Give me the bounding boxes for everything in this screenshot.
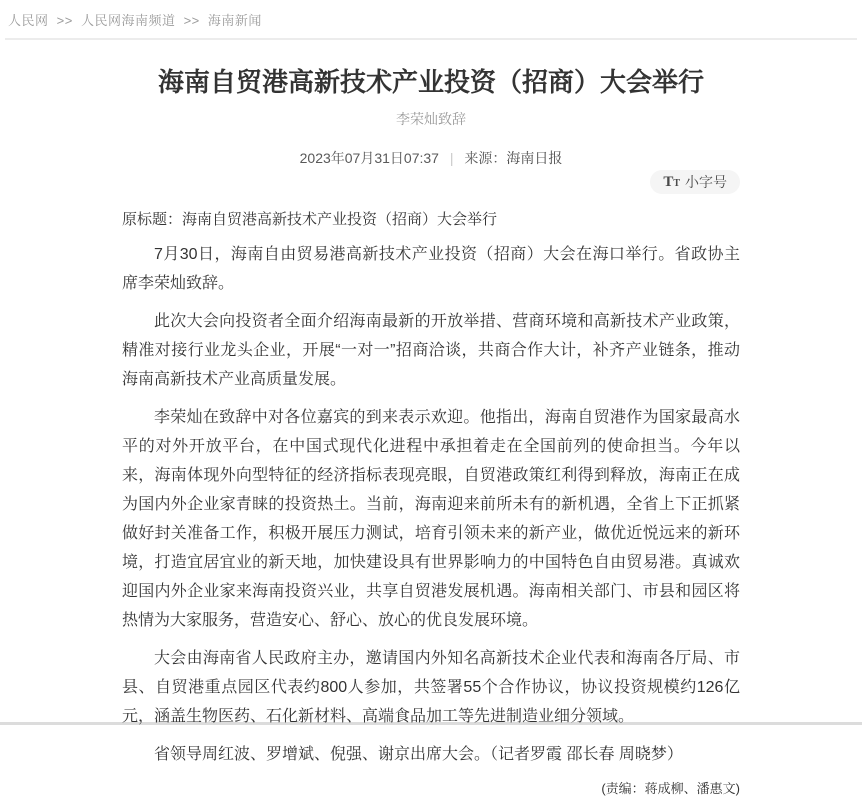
article-paragraph-2: 此次大会向投资者全面介绍海南最新的开放举措、营商环境和高新技术产业政策，精准对接行业龙头企业，开展“一对一”招商洽谈，共商合作大计，补齐产业链条，推动海南高新技术产业高质量发展。 xyxy=(122,313,740,388)
header-divider xyxy=(5,38,857,40)
breadcrumb-separator: >> xyxy=(56,13,73,28)
breadcrumb-separator: >> xyxy=(183,13,200,28)
meta-separator: | xyxy=(449,150,454,166)
source-label: 来源： xyxy=(464,150,507,166)
article-paragraph-3: 李荣灿在致辞中对各位嘉宾的到来表示欢迎。他指出，海南自贸港作为国家最高水平的对外开放平台，在中国式现代化进程中承担着走在全国前列的使命担当。今年以来，海南体现外向型特征的经济指标表现亮眼，自贸港政策红利得到释放，海南正在成为国内外企业家青睐的投资热土。当前，海南迎来前所未有的新机遇，全省上下正抓紧做好封关准备工作，积极开展压力测试，培育引领未来的新产业，做优近悦远来的新环境，打造宜居宜业的新天地，加快建设具有世界影响力的中国特色自由贸易港。真诚欢迎国内外企业家来海南投资兴业，共享自贸港发展机遇。海南相关部门、市县和园区将热情为大家服务，营造安心、舒心、放心的优良发展环境。 xyxy=(122,409,740,629)
font-size-icon-small-t: T xyxy=(673,177,680,189)
original-title-label: 原标题： xyxy=(122,211,183,228)
article-paragraph-4: 大会由海南省人民政府主办，邀请国内外知名高新技术企业代表和海南各厅局、市县、自贸港重点园区代表约800人参加，共签署55个合作协议，协议投资规模约126亿元，涵盖生物医药、石化新材料、高端食品加工等先进制造业细分领域。 xyxy=(122,650,740,725)
breadcrumb-link-peoples-net[interactable]: 人民网 xyxy=(8,13,49,28)
article-content xyxy=(122,64,740,797)
original-title-text: 海南自贸港高新技术产业投资（招商）大会举行 xyxy=(182,211,498,228)
page-title: 海南自贸港高新技术产业投资（招商）大会举行 xyxy=(157,67,704,97)
font-size-button-label: 小字号 xyxy=(685,174,727,190)
font-size-icon-large-t: T xyxy=(663,173,674,190)
breadcrumb-link-hainan-channel[interactable]: 人民网海南频道 xyxy=(80,13,176,28)
publish-date: 2023年07月31日07:37 xyxy=(299,150,439,166)
original-title xyxy=(122,209,740,231)
breadcrumb xyxy=(0,0,862,38)
breadcrumb-link-hainan-news[interactable]: 海南新闻 xyxy=(207,13,262,28)
article-paragraph-1: 7月30日，海南自由贸易港高新技术产业投资（招商）大会在海口举行。省政协主席李荣灿致辞。 xyxy=(122,246,740,292)
article-paragraph-5: 省领导周红波、罗增斌、倪强、谢京出席大会。（记者罗霞 邵长春 周晓梦） xyxy=(154,746,683,763)
font-size-button[interactable] xyxy=(650,170,740,194)
toolbar xyxy=(122,170,740,194)
font-size-icon xyxy=(663,175,680,190)
article-subtitle: 李荣灿致辞 xyxy=(396,111,466,127)
editor-credit: (责编：蒋成柳、潘惠文) xyxy=(601,781,740,796)
article-meta xyxy=(122,148,740,168)
source-link[interactable]: 海南日报 xyxy=(506,150,563,166)
